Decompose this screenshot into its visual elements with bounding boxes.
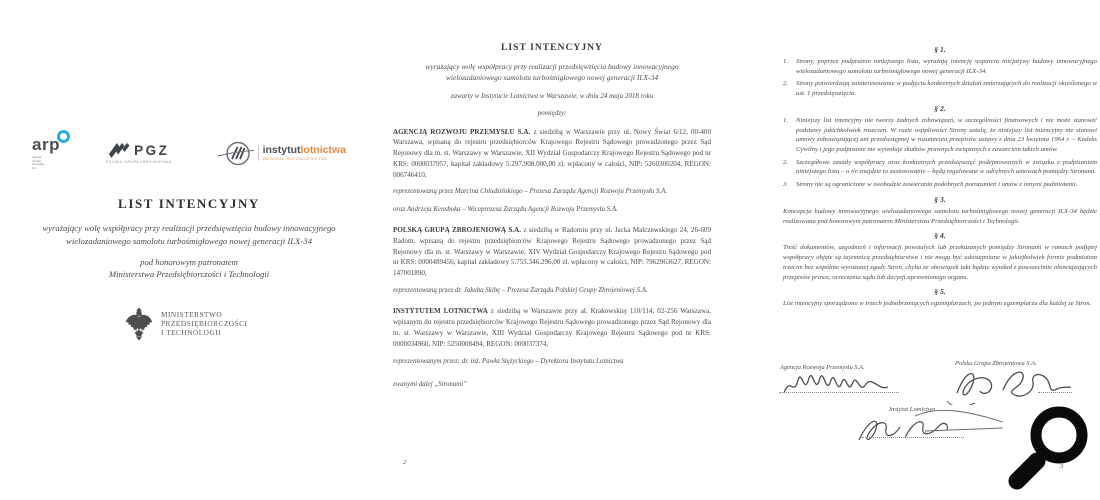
letter-between: pomiędzy:: [537, 108, 567, 117]
section-3-heading: § 3.: [934, 194, 946, 204]
pgz-logo-subtext: POLSKA GRUPA ZBROJENIOWA: [105, 160, 172, 165]
page-1: [28, 126, 350, 341]
section-2-item-1: 1. Niniejszy list intencyjny nie tworzy żadnych zobowiązań, w szczególności finansowych i nie może stanowić podstawy jakichkolwiek roszczeń. W razie wątpliwości Strony ustalą, że niniejszy list intencyjny nie stanowi umowy zobowiązującej ani przedwstępnej w rozumieniu przepisów ustawy z dnia 23 kwietnia 1964 r. – Kodeks Cywilny i jego podpisanie nie wywołuje skutków prawnych związanych z zawarciem takich umów.: [783, 116, 1097, 154]
signature-il: [853, 408, 1005, 450]
page-3-number: 3: [1060, 463, 1064, 470]
section-3-text: Koncepcja budowy innowacyjnego wielozadaniowego samolotu turbośmigłowego nowej generacji ILX-34 będzie realizowana pod honorowym patronatem Ministerstwa Przedsiębiorczości i Technologii.: [783, 207, 1097, 225]
page-2: [393, 42, 711, 388]
il-logo-subtext: WARSZAWA, ROK ZAŁOŻENIA 1926: [262, 157, 328, 161]
section-5-text: List intencyjny sporządzono w trzech jednobrzmiących egzemplarzach, po jednym egzemplarzu dla każdej ze Stron.: [783, 300, 1092, 308]
section-1-item-1: 1. Strony, poprzez podpisanie niniejszego listu, wyrażają intencję wsparcia inicjatywy budowy innowacyjnego wielozadaniowego samolotu turbośmigłowego nowej generacji ILX-34.: [783, 58, 1097, 75]
ministry-name: MINISTERSTWO PRZEDSIĘBIORCZOŚCI I TECHNOLOGII: [161, 309, 248, 338]
parties-closing-line: zwanymi dalej „Stronami”: [393, 380, 468, 388]
arp-blue-ring-icon: [57, 130, 70, 143]
arp-logo: [32, 136, 60, 170]
partner-logos: [28, 126, 350, 180]
section-4-text: Treść dokumentów, uzgodnień i informacji powstałych lub przekazanych pomiędzy Stronami w ramach podjętej współpracy objęte są tajemnicą przedsiębiorstwa i nie mogą być udostępniane w jakiejkolwiek formie podmiotom trzecim bez wspólnie wyrażonej zgody Stron, chyba że obowiązek taki będzie wynikał z powszechnie obowiązujących przepisów prawa, orzeczenia sądu lub decyzji uprawnionego organu.: [783, 244, 1097, 281]
party-arp-paragraph: AGENCJĄ ROZWOJU PRZEMYSŁU S.A. z siedzibą w Warszawie przy ul. Nowy Świat 6/12, 00-400 Warszawa, wpisaną do rejestru przedsiębiorców Krajowego Rejestru Sądowego prowadzonego przez Sąd Rejonowy dla m. st. Warszawy w Warszawie, XII Wydział Gospodarczy Krajowego Rejestru Sądowego pod nr KRS: 0000037957, kapitał zakładowy 5.297.908.000,00 zł, wpłacony w całości, NIP: 5260300204, REGON: 006746410,: [393, 127, 711, 179]
il-logo-text-orange: lotnictwa: [300, 144, 346, 156]
magnifier-icon[interactable]: [1002, 402, 1094, 496]
section-4-heading: § 4.: [934, 231, 946, 241]
pgz-logo-text: PGZ: [134, 142, 170, 158]
ministry-block: [124, 307, 350, 341]
section-5-heading: § 5.: [934, 287, 946, 297]
polish-eagle-emblem-icon: [124, 307, 154, 341]
signature-line-pgz: [1038, 392, 1072, 393]
letter-place-date: zawarty w Instytucie Lotnictwa w Warszawie, w dniu 24 maja 2018 roku: [450, 91, 654, 100]
letter-title: LIST INTENCYJNY: [501, 42, 603, 53]
party-pgz-paragraph: POLSKĄ GRUPĄ ZBROJENIOWĄ S.A. z siedzibą w Radomiu przy ul. Jacka Malczewskiego 24, 26-609 Radom, wpisaną do rejestru przedsiębiorców Krajowego Rejestru Sądowego prowadzonego przez Sąd Rejonowy dla m. st. Warszawy w Warszawie, XIV Wydział Gospodarczy Krajowego Rejestru Sądowego pod nr KRS: 0000489456, kapitał zakładowy 5.755.346.296,00 zł, wpłacony w całości, NIP: 7962963627, REGON: 147001890,: [393, 226, 712, 278]
signature-line-arp: [779, 392, 899, 393]
party-arp-representative-1: reprezentowaną przez Marcina Chludzińskiego – Prezesa Zarządu Agencji Rozwoju Przemysłu S.A.: [393, 188, 668, 196]
party-il-paragraph: INSTYTUTEM LOTNICTWA z siedzibą w Warszawie przy al. Krakowskiej 110/114, 02-256 Warszawa, wpisanym do rejestru przedsiębiorców Krajowego Rejestru Sądowego prowadzonego przez Sąd Rejonowy dla m. st. Warszawy w Warszawie, XIII Wydział Gospodarczy Krajowego Rejestru Sądowego pod nr KRS: 0000034960, NIP: 5250008494, REGON: 000037374,: [393, 307, 711, 348]
instytut-lotnictwa-logo: [218, 140, 346, 167]
cover-subtitle: wyrażający wolę współpracy przy realizacji przedsięwzięcia budowy innowacyjnego wielozadaniowego samolotu turbośmigłowego nowej generacji ILX-34: [42, 223, 336, 246]
party-pgz-representative: reprezentowaną przez dr. Jakuba Skibę – Prezesa Zarządu Polskiej Grupy Zbrojeniowej S.A.: [393, 287, 648, 295]
pgz-chevrons-icon: [108, 142, 130, 159]
signature-pgz: [945, 363, 1073, 405]
pgz-logo: [106, 142, 172, 165]
party-arp-representative-2: oraz Andrzeja Kensboka – Wiceprezesa Zarządu Agencji Rozwoju Przemysłu S.A.: [393, 205, 618, 213]
section-1-item-2: 2. Strony potwierdzają zainteresowanie w podjęciu konkretnych działań zmierzających do realizacji określonego w ust. 1 przedsięwzięcia.: [783, 80, 1097, 98]
page-2-number: 2: [403, 459, 407, 466]
cover-patronage: pod honorowym patronatem Ministerstwa Przedsiębiorczości i Technologii: [108, 257, 270, 280]
section-2-item-3: 3. Strony nie są ograniczone w swobodzie zawierania podobnych porozumień i umów z innymi podmiotami.: [783, 181, 1078, 189]
arp-logo-text: arp: [32, 135, 60, 154]
page-3: [783, 40, 1097, 309]
arp-logo-subtext: agencja rozwoju przemysłu S.A.: [32, 156, 44, 170]
section-1-heading: § 1.: [934, 45, 946, 54]
signature-label-il: Instytut Lotnictwa: [889, 406, 936, 413]
signature-line-il: [862, 437, 964, 438]
signature-label-arp: Agencja Rozwoju Przemysłu S.A.: [780, 364, 865, 371]
section-2-item-2: 2. Szczegółowe zasady współpracy oraz konkretnych przedsięwzięć podejmowanych w związku z podpisaniem niniejszego listu – o ile znajdzie to zastosowanie – będą regulowane w odrębnych umowach pomiędzy Stronami.: [783, 158, 1097, 176]
party-il-representative: reprezentowanym przez: dr. inż. Pawła Stężyckiego – Dyrektora Instytutu Lotnictwa: [393, 357, 624, 365]
il-logo-text-dark: instytut: [262, 144, 301, 156]
section-2-heading: § 2.: [934, 103, 946, 113]
instytut-lotnictwa-roundel-icon: [218, 140, 254, 167]
signature-label-pgz: Polska Grupa Zbrojeniowa S.A.: [955, 360, 1037, 367]
signature-arp: [782, 366, 890, 400]
letter-subtitle: wyrażający wolę współpracy przy realizacji przedsięwzięcia budowy innowacyjnego wielozadaniowego samolotu turbośmigłowego nowej generacji ILX-34: [425, 62, 679, 83]
cover-title: LIST INTENCYJNY: [118, 196, 260, 211]
